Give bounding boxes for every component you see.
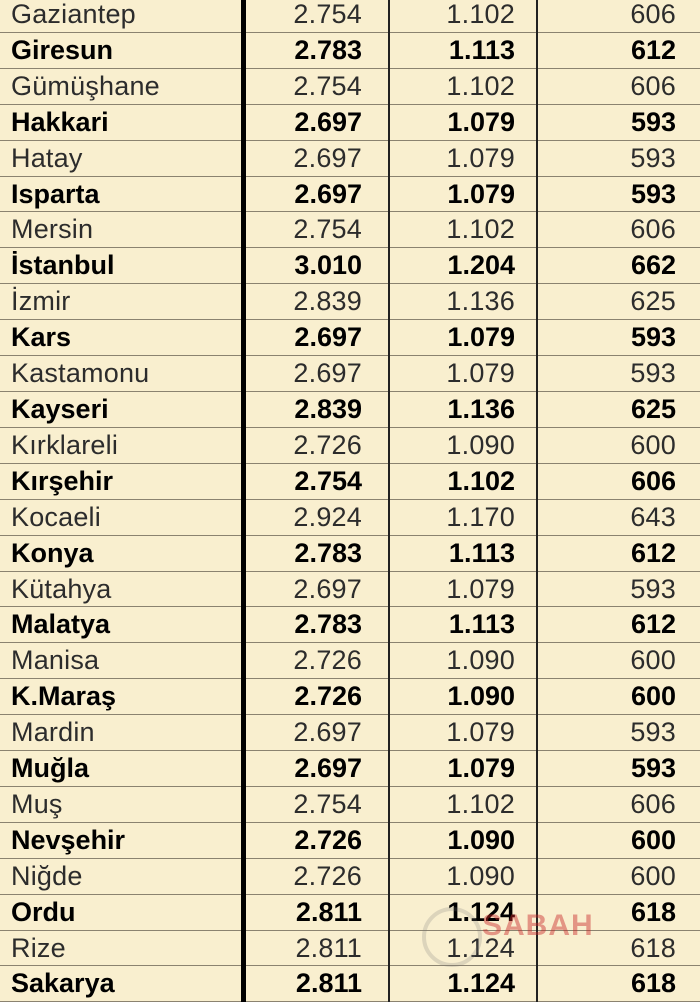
table-row [0, 176, 700, 212]
value-cell-1: 2.754 [243, 212, 389, 248]
value-cell-1: 2.811 [243, 930, 389, 966]
watermark-logo: SABAH [482, 909, 594, 942]
value-cell-2: 1.136 [389, 391, 537, 427]
value-cell-3: 618 [537, 894, 700, 930]
value-cell-3: 606 [537, 463, 700, 499]
value-cell-2: 1.124 [389, 966, 537, 1002]
province-cell: Muğla [0, 751, 243, 787]
value-cell-2: 1.113 [389, 535, 537, 571]
table-row [0, 966, 700, 1002]
value-cell-1: 2.697 [243, 751, 389, 787]
value-cell-3: 606 [537, 786, 700, 822]
value-cell-3: 606 [537, 212, 700, 248]
value-cell-3: 593 [537, 320, 700, 356]
value-cell-3: 618 [537, 930, 700, 966]
value-cell-3: 625 [537, 284, 700, 320]
value-cell-2: 1.090 [389, 822, 537, 858]
province-cell: Kırşehir [0, 463, 243, 499]
table-row [0, 391, 700, 427]
value-cell-1: 2.783 [243, 607, 389, 643]
province-cell: İstanbul [0, 248, 243, 284]
value-cell-2: 1.090 [389, 679, 537, 715]
value-cell-2: 1.102 [389, 463, 537, 499]
table-row [0, 499, 700, 535]
value-cell-2: 1.079 [389, 751, 537, 787]
value-cell-2: 1.079 [389, 104, 537, 140]
value-cell-1: 2.783 [243, 32, 389, 68]
province-cell: Kastamonu [0, 356, 243, 392]
province-cell: Isparta [0, 176, 243, 212]
value-cell-2: 1.102 [389, 68, 537, 104]
table-row [0, 715, 700, 751]
value-cell-1: 2.754 [243, 786, 389, 822]
province-cell: Rize [0, 930, 243, 966]
value-cell-3: 606 [537, 0, 700, 32]
value-cell-3: 618 [537, 966, 700, 1002]
province-cell: Muş [0, 786, 243, 822]
table-row [0, 858, 700, 894]
province-cell: Niğde [0, 858, 243, 894]
value-cell-1: 2.754 [243, 463, 389, 499]
value-cell-1: 2.697 [243, 571, 389, 607]
value-cell-3: 600 [537, 858, 700, 894]
value-cell-2: 1.090 [389, 858, 537, 894]
province-cell: K.Maraş [0, 679, 243, 715]
value-cell-2: 1.113 [389, 607, 537, 643]
value-cell-3: 612 [537, 32, 700, 68]
value-cell-2: 1.090 [389, 427, 537, 463]
value-cell-3: 643 [537, 499, 700, 535]
table-row [0, 248, 700, 284]
value-cell-2: 1.204 [389, 248, 537, 284]
province-cell: Kırklareli [0, 427, 243, 463]
table-row [0, 356, 700, 392]
value-cell-1: 2.726 [243, 427, 389, 463]
value-cell-1: 2.839 [243, 284, 389, 320]
table-row [0, 535, 700, 571]
value-cell-3: 593 [537, 176, 700, 212]
value-cell-3: 600 [537, 643, 700, 679]
value-cell-2: 1.124 [389, 894, 537, 930]
table-row [0, 104, 700, 140]
table-row [0, 894, 700, 930]
table-row [0, 930, 700, 966]
value-cell-1: 2.754 [243, 68, 389, 104]
province-cell: Kayseri [0, 391, 243, 427]
value-cell-1: 2.726 [243, 679, 389, 715]
value-cell-2: 1.136 [389, 284, 537, 320]
province-cell: Gaziantep [0, 0, 243, 32]
table-row [0, 751, 700, 787]
table-row [0, 32, 700, 68]
value-cell-2: 1.079 [389, 140, 537, 176]
table-row [0, 320, 700, 356]
value-cell-3: 593 [537, 571, 700, 607]
table-row [0, 822, 700, 858]
value-cell-3: 606 [537, 68, 700, 104]
value-cell-1: 2.811 [243, 966, 389, 1002]
value-cell-1: 2.697 [243, 140, 389, 176]
value-cell-2: 1.079 [389, 356, 537, 392]
value-cell-2: 1.090 [389, 643, 537, 679]
table-row [0, 68, 700, 104]
province-cell: Sakarya [0, 966, 243, 1002]
value-cell-3: 612 [537, 535, 700, 571]
province-cell: Kars [0, 320, 243, 356]
value-cell-1: 2.697 [243, 176, 389, 212]
province-cell: Kocaeli [0, 499, 243, 535]
value-cell-2: 1.079 [389, 715, 537, 751]
value-cell-3: 600 [537, 822, 700, 858]
province-cell: Mersin [0, 212, 243, 248]
value-cell-1: 2.783 [243, 535, 389, 571]
value-cell-3: 600 [537, 427, 700, 463]
table-row [0, 284, 700, 320]
value-cell-1: 2.839 [243, 391, 389, 427]
value-cell-2: 1.170 [389, 499, 537, 535]
province-cell: Malatya [0, 607, 243, 643]
value-cell-1: 2.726 [243, 643, 389, 679]
province-cell: Hakkari [0, 104, 243, 140]
value-cell-1: 2.726 [243, 858, 389, 894]
value-cell-3: 593 [537, 356, 700, 392]
province-cell: Manisa [0, 643, 243, 679]
province-cell: Mardin [0, 715, 243, 751]
table-row [0, 786, 700, 822]
value-cell-2: 1.113 [389, 32, 537, 68]
value-cell-2: 1.102 [389, 212, 537, 248]
province-cell: Nevşehir [0, 822, 243, 858]
value-cell-2: 1.102 [389, 786, 537, 822]
value-cell-1: 2.697 [243, 715, 389, 751]
value-cell-3: 593 [537, 751, 700, 787]
table-row [0, 140, 700, 176]
value-cell-1: 2.726 [243, 822, 389, 858]
table-row [0, 679, 700, 715]
value-cell-1: 2.811 [243, 894, 389, 930]
province-cell: Konya [0, 535, 243, 571]
value-cell-1: 3.010 [243, 248, 389, 284]
province-cell: İzmir [0, 284, 243, 320]
value-cell-3: 593 [537, 104, 700, 140]
value-cell-3: 593 [537, 140, 700, 176]
province-cell: Kütahya [0, 571, 243, 607]
value-cell-3: 625 [537, 391, 700, 427]
value-cell-2: 1.124 [389, 930, 537, 966]
table-row [0, 212, 700, 248]
value-cell-3: 600 [537, 679, 700, 715]
table-row [0, 427, 700, 463]
value-cell-2: 1.079 [389, 176, 537, 212]
value-cell-3: 662 [537, 248, 700, 284]
province-cell: Gümüşhane [0, 68, 243, 104]
table-row [0, 463, 700, 499]
value-cell-1: 2.924 [243, 499, 389, 535]
table-row [0, 643, 700, 679]
value-cell-2: 1.079 [389, 571, 537, 607]
table-row [0, 0, 700, 32]
province-cell: Hatay [0, 140, 243, 176]
value-cell-3: 612 [537, 607, 700, 643]
value-cell-2: 1.102 [389, 0, 537, 32]
value-cell-2: 1.079 [389, 320, 537, 356]
table-row [0, 571, 700, 607]
province-cell: Giresun [0, 32, 243, 68]
table-row [0, 607, 700, 643]
value-cell-1: 2.697 [243, 356, 389, 392]
value-cell-1: 2.754 [243, 0, 389, 32]
value-cell-1: 2.697 [243, 104, 389, 140]
province-cell: Ordu [0, 894, 243, 930]
value-cell-3: 593 [537, 715, 700, 751]
value-cell-1: 2.697 [243, 320, 389, 356]
